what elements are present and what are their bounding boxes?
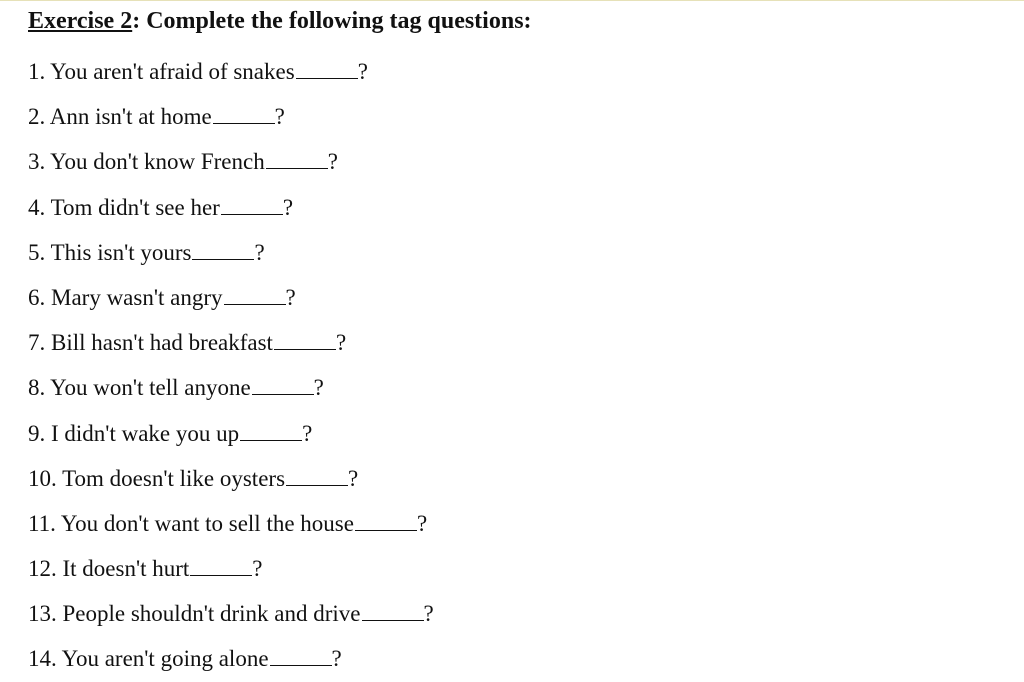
question-text: Ann isn't at home [49,104,212,130]
question-text: Bill hasn't had breakfast [51,330,273,356]
question-mark: ? [423,601,434,627]
question-mark: ? [252,556,263,582]
question-number: 13. [28,601,57,627]
answer-blank[interactable] [274,331,336,350]
question-item [28,94,1008,139]
question-number: 10. [28,465,57,491]
question-mark: ? [282,194,294,220]
exercise-title [28,6,1008,36]
question-number: 4. [28,194,46,220]
answer-blank[interactable] [190,557,252,576]
question-text: People shouldn't drink and drive [62,601,361,627]
question-text: I didn't wake you up [51,420,240,446]
question-number: 5. [28,239,46,265]
question-number: 14. [28,646,57,672]
question-mark: ? [313,375,324,401]
question-mark: ? [416,510,428,536]
question-text: Tom doesn't like oysters [62,465,286,491]
answer-blank[interactable] [362,602,424,621]
question-number: 1. [28,59,46,84]
question-mark: ? [357,59,368,84]
question-text: This isn't yours [50,239,192,265]
question-item [28,501,1008,546]
exercise-label: Exercise 2 [28,8,133,34]
question-mark: ? [331,646,342,672]
answer-blank[interactable] [355,512,417,531]
answer-blank[interactable] [213,105,275,124]
question-item [28,546,1008,591]
question-item [28,591,1008,636]
question-item [28,230,1008,275]
top-divider [0,0,1024,1]
question-mark: ? [348,465,359,491]
question-number: 8. [28,375,46,401]
answer-blank[interactable] [224,286,286,305]
question-text: It doesn't hurt [62,556,190,582]
question-item [28,275,1008,320]
question-number: 12. [28,556,57,582]
answer-blank[interactable] [240,422,302,441]
question-number: 6. [28,284,46,310]
question-item [28,320,1008,365]
question-item [28,49,1008,94]
question-mark: ? [302,420,313,446]
answer-blank[interactable] [286,467,348,486]
question-mark: ? [285,284,296,310]
question-item [28,185,1008,230]
answer-blank[interactable] [266,150,328,169]
question-text: Mary wasn't angry [51,284,223,310]
question-text: You aren't going alone [61,646,269,672]
question-mark: ? [335,330,347,356]
question-text: Tom didn't see her [50,194,220,220]
question-item [28,365,1008,410]
answer-blank[interactable] [270,647,332,666]
question-text: You don't want to sell the house [60,510,354,536]
question-list [28,49,1008,682]
question-item [28,456,1008,501]
question-item [28,139,1008,184]
question-text: You don't know French [50,149,265,175]
question-mark: ? [254,239,265,265]
question-text: You won't tell anyone [50,375,251,401]
question-number: 2. [28,104,46,130]
answer-blank[interactable] [192,241,254,260]
question-mark: ? [327,149,338,175]
exercise-instruction: : Complete the following tag questions: [132,8,532,34]
answer-blank[interactable] [221,196,283,215]
question-text: You aren't afraid of snakes [50,59,295,84]
answer-blank[interactable] [296,60,358,79]
question-number: 7. [28,330,46,356]
question-mark: ? [274,104,285,130]
answer-blank[interactable] [252,376,314,395]
exercise-sheet [28,6,1008,682]
question-number: 11. [28,510,56,536]
question-item [28,411,1008,456]
question-number: 3. [28,149,46,175]
question-number: 9. [28,420,46,446]
